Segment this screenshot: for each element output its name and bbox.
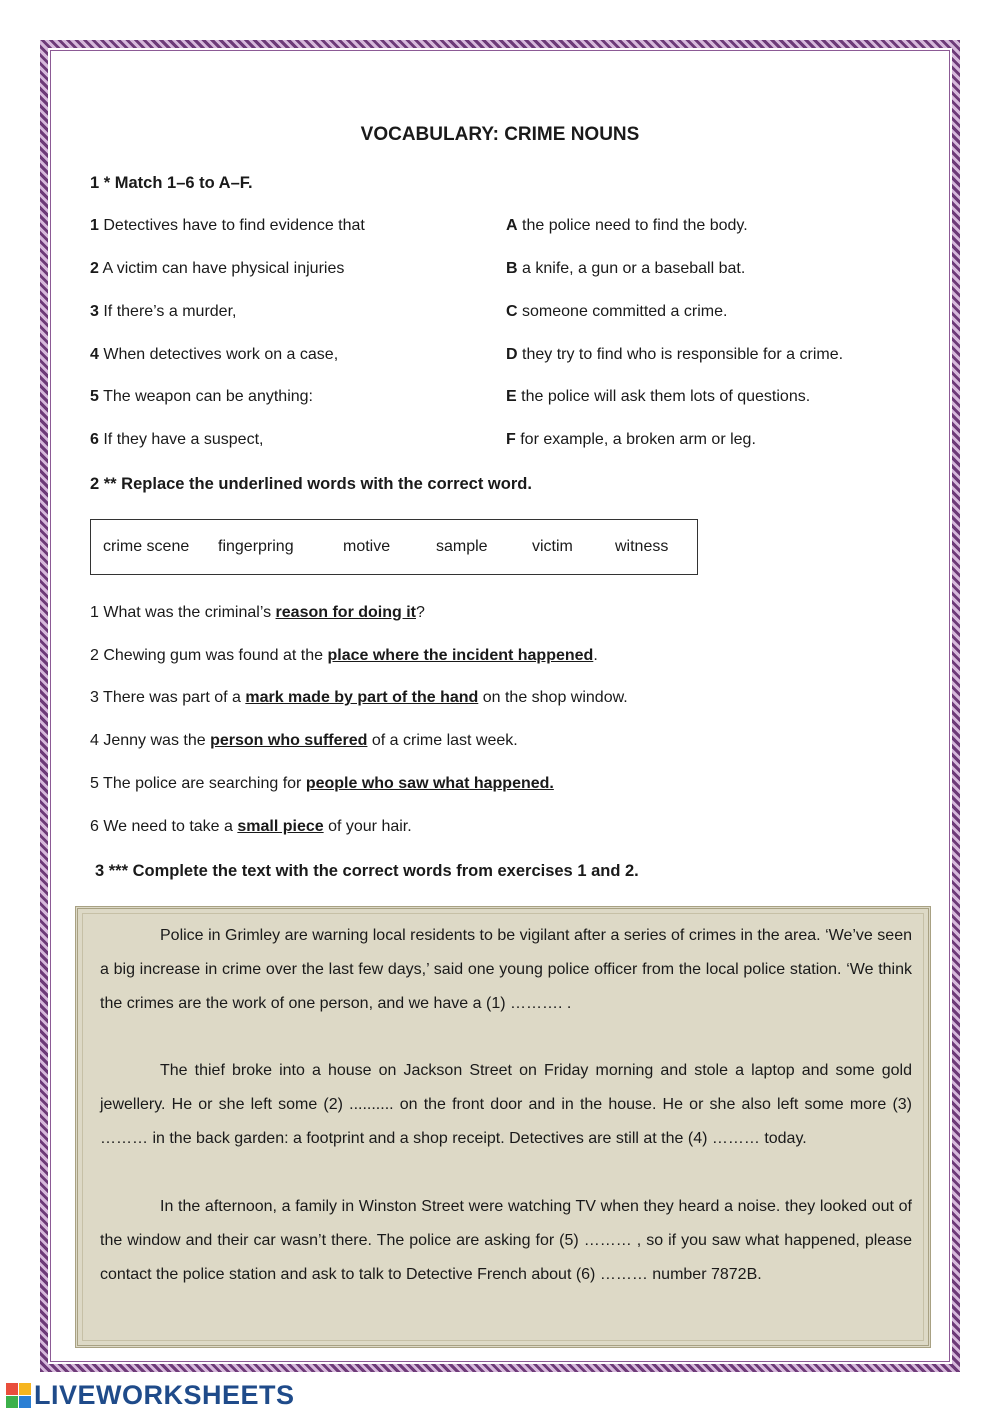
sentence-2: 2 Chewing gum was found at the place where the incident happened. [90,647,598,664]
exercise-3-heading: 3 *** Complete the text with the correct words from exercises 1 and 2. [95,862,639,880]
logo-grid-icon [6,1383,32,1409]
match-option-a: A the police need to find the body. [506,217,748,234]
sentence-3: 3 There was part of a mark made by part of the hand on the shop window. [90,689,628,706]
sentence-4: 4 Jenny was the person who suffered of a crime last week. [90,732,518,749]
exercise-1-heading: 1 * Match 1–6 to A–F. [90,174,253,192]
exercise-2-heading: 2 ** Replace the underlined words with the correct word. [90,475,532,493]
sentence-6: 6 We need to take a small piece of your hair. [90,818,412,835]
word-bank-item: witness [615,538,669,555]
sentence-1: 1 What was the criminal’s reason for doing it? [90,604,425,621]
match-item-2: 2 A victim can have physical injuries [90,260,345,277]
brand-name: LIVEWORKSHEETS [34,1380,295,1410]
match-item-6: 6 If they have a suspect, [90,431,264,448]
word-bank-item: fingerpring [218,538,294,555]
word-bank [90,519,698,575]
story-paragraph-1: Police in Grimley are warning local residents to be vigilant after a series of crimes in the area. ‘We’ve seen a big increase in crime over the last few days,’ said one young police officer from the local police station. ‘We think the crimes are the work of one person, and we have a (1) ………. . [100,927,912,1012]
match-option-c: C someone committed a crime. [506,303,728,320]
page-title: VOCABULARY: CRIME NOUNS [360,124,640,145]
story-paragraph-3: In the afternoon, a family in Winston Street were watching TV when they heard a noise. they looked out of the window and their car wasn’t there. The police are asking for (5) ……… , so if you saw what happened, please contact the police station and ask to talk to Detective French about (6) ……… number 7872B. [100,1198,912,1283]
match-option-d: D they try to find who is responsible for a crime. [506,346,844,363]
match-item-5: 5 The weapon can be anything: [90,388,313,405]
match-option-f: F for example, a broken arm or leg. [506,431,756,448]
match-option-e: E the police will ask them lots of questions. [506,388,811,405]
match-item-4: 4 When detectives work on a case, [90,346,339,363]
word-bank-item: sample [436,538,488,555]
match-item-1: 1 Detectives have to find evidence that [90,217,365,234]
sentence-5: 5 The police are searching for people who saw what happened. [90,775,554,792]
match-item-3: 3 If there’s a murder, [90,303,237,320]
match-option-b: B a knife, a gun or a baseball bat. [506,260,746,277]
liveworksheets-logo [6,1380,295,1411]
word-bank-item: crime scene [103,538,190,555]
story-text-box [75,906,931,1348]
word-bank-item: motive [343,538,391,555]
word-bank-item: victim [532,538,573,555]
story-paragraph-2: The thief broke into a house on Jackson Street on Friday morning and stole a laptop and some gold jewellery. He or she left some (2) .......... on the front door and in the house. He or she also left some more (3) ……… in the back garden: a footprint and a shop receipt. Detectives are still at the (4) ……… today. [100,1062,912,1147]
